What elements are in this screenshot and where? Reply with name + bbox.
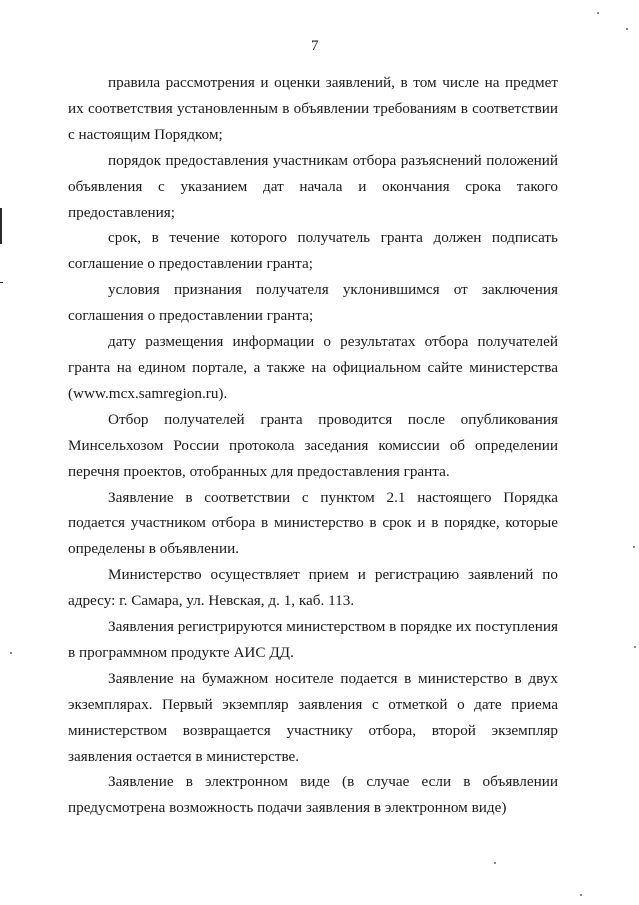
scan-speck — [580, 894, 582, 896]
scan-speck — [597, 12, 599, 14]
paragraph: срок, в течение которого получатель гранта должен подписать соглашение о предоставлении гранта; — [68, 229, 558, 273]
paragraph: Заявления регистрируются министерством в порядке их поступления в программном продукте АИС ДД. — [68, 618, 558, 661]
paragraph: Заявление в электронном виде (в случае если в объявлении предусмотрена возможность подачи заявления в электронном виде) — [68, 773, 558, 817]
scan-speck — [494, 862, 496, 864]
scan-edge-mark — [0, 208, 2, 244]
paragraph: дату размещения информации о результатах отбора получателей гранта на едином портале, а также на официальном сайте министерства (www.mcx.samregion.ru). — [68, 333, 558, 402]
scan-edge-mark — [0, 282, 3, 283]
paragraph: порядок предоставления участникам отбора разъяснений положений объявления с указанием дат начала и окончания срока такого предоставления; — [68, 151, 558, 221]
paragraph: Заявление на бумажном носителе подается в министерство в двух экземплярах. Первый экземпляр заявления с отметкой о дате приема министерством возвращается участнику отбора, второй экземпляр заявления остается в министерстве. — [68, 669, 558, 765]
paragraph: условия признания получателя уклонившимся от заключения соглашения о предоставлении гранта; — [68, 281, 558, 325]
paragraph: Заявление в соответствии с пунктом 2.1 настоящего Порядка подается участником отбора в министерство в срок и в порядке, которые определены в объявлении. — [68, 488, 558, 558]
scan-speck — [634, 646, 636, 648]
paragraph: правила рассмотрения и оценки заявлений, в том числе на предмет их соответствия установленным в объявлении требованиям в соответствии с настоящим Порядком; — [68, 74, 558, 143]
scan-speck — [633, 546, 635, 548]
scan-speck — [626, 28, 628, 30]
paragraph: Отбор получателей гранта проводится после опубликования Минсельхозом России протокола заседания комиссии об определении перечня проектов, отобранных для предоставления гранта. — [68, 410, 558, 480]
paragraph: Министерство осуществляет прием и регистрацию заявлений по адресу: г. Самара, ул. Невская, д. 1, каб. 113. — [68, 566, 558, 610]
scan-speck — [10, 652, 12, 654]
page-number: 7 — [311, 38, 319, 54]
document-body — [68, 70, 558, 821]
